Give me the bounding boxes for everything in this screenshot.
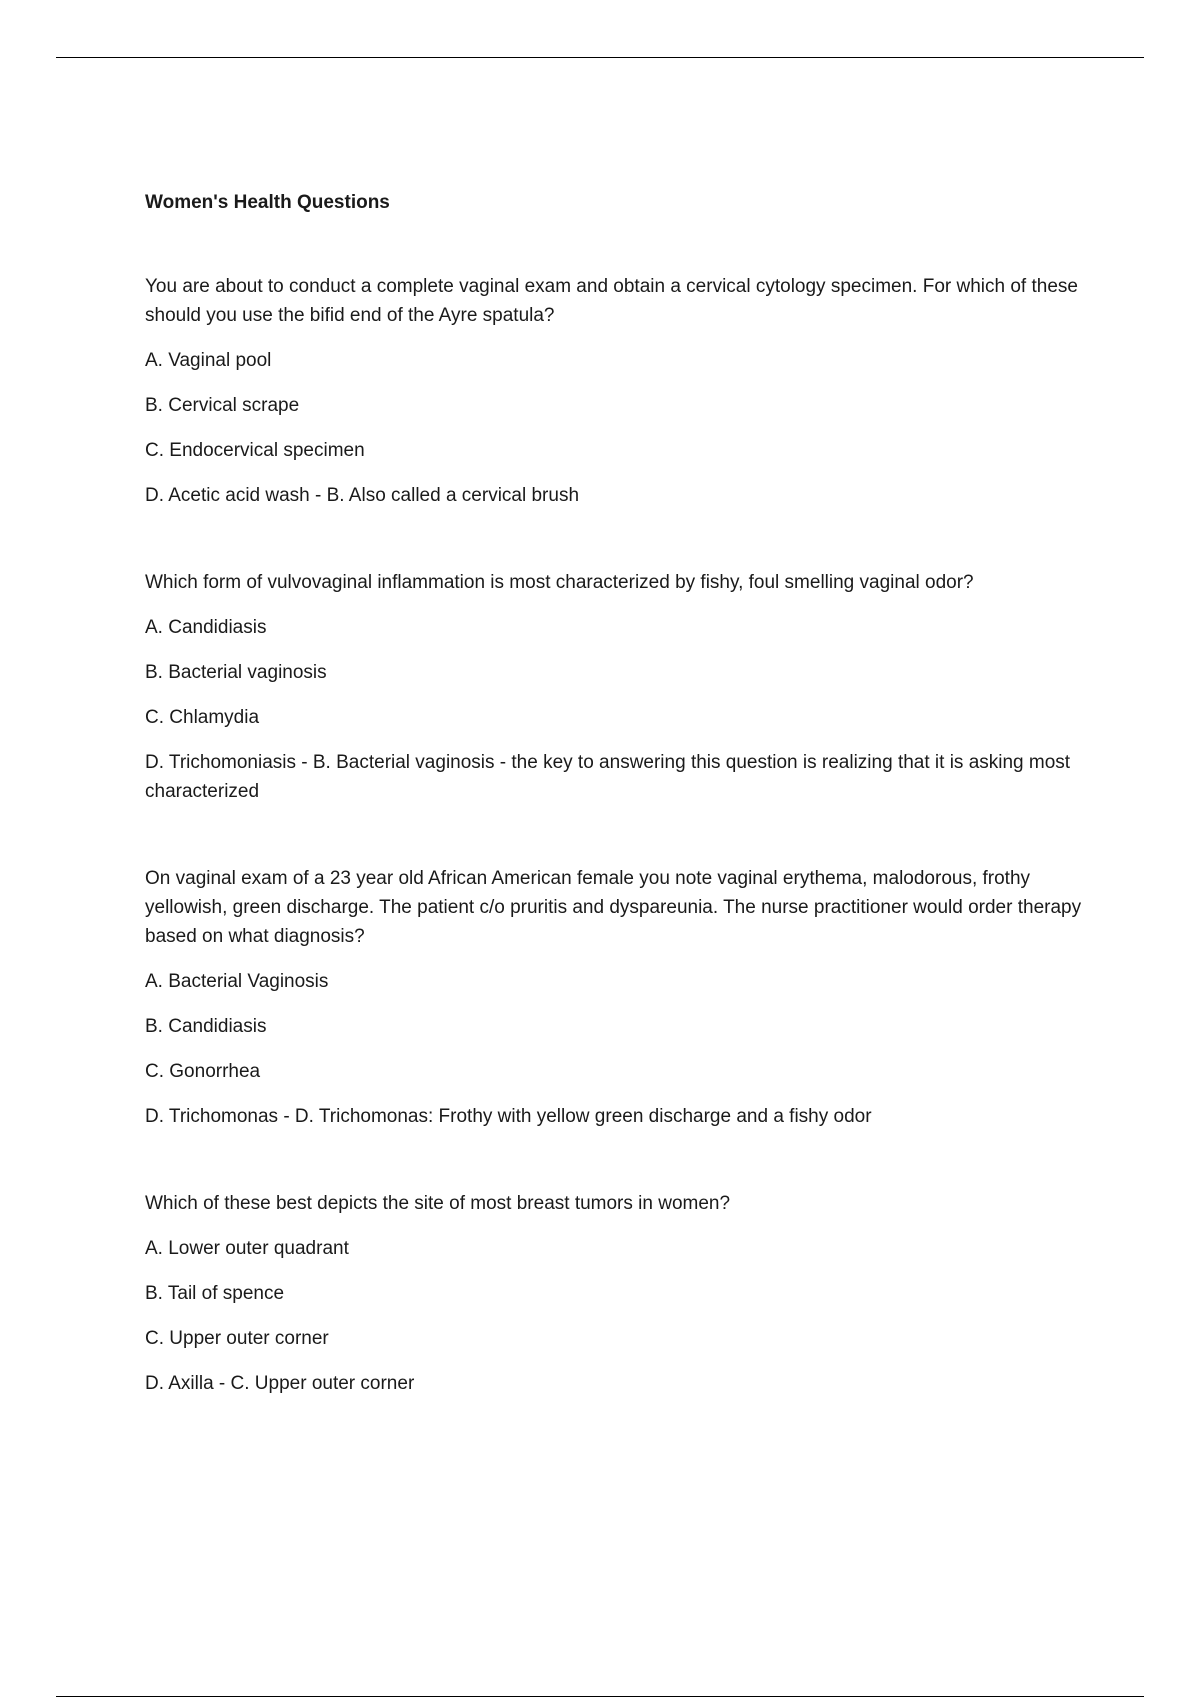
bottom-rule	[56, 1696, 1144, 1697]
option-c: C. Chlamydia	[145, 707, 260, 728]
option-list	[145, 967, 1095, 1131]
option-list	[145, 1234, 1095, 1398]
option-list	[145, 613, 1095, 806]
option-b: B. Candidiasis	[145, 1016, 267, 1037]
option-a: A. Candidiasis	[145, 617, 267, 638]
question-2	[145, 568, 1095, 806]
question-text: Which of these best depicts the site of most breast tumors in women?	[145, 1193, 731, 1214]
question-1	[145, 272, 1095, 510]
option-c: C. Endocervical specimen	[145, 440, 365, 461]
option-d-with-answer: D. Axilla - C. Upper outer corner	[145, 1373, 415, 1394]
question-text: Which form of vulvovaginal inflammation is most characterized by fishy, foul smelling vaginal odor?	[145, 572, 974, 593]
question-3	[145, 864, 1095, 1131]
question-text: On vaginal exam of a 23 year old African American female you note vaginal erythema, malodorous, frothy yellowish, green discharge. The patient c/o pruritis and dyspareunia. The nurse practitioner would order therapy based on what diagnosis?	[145, 868, 1082, 947]
option-d-with-answer: D. Trichomonas - D. Trichomonas: Frothy with yellow green discharge and a fishy odor	[145, 1106, 872, 1127]
option-list	[145, 346, 1095, 510]
option-c: C. Gonorrhea	[145, 1061, 261, 1082]
top-rule	[56, 57, 1144, 58]
option-d-with-answer: D. Trichomoniasis - B. Bacterial vaginosis - the key to answering this question is realizing that it is asking most characterized	[145, 752, 1071, 802]
option-d-with-answer: D. Acetic acid wash - B. Also called a cervical brush	[145, 485, 580, 506]
option-b: B. Tail of spence	[145, 1283, 285, 1304]
document-body	[145, 190, 1095, 1456]
option-c: C. Upper outer corner	[145, 1328, 329, 1349]
option-a: A. Bacterial Vaginosis	[145, 971, 329, 992]
option-b: B. Bacterial vaginosis	[145, 662, 327, 683]
option-a: A. Lower outer quadrant	[145, 1238, 349, 1259]
option-b: B. Cervical scrape	[145, 395, 300, 416]
option-a: A. Vaginal pool	[145, 350, 272, 371]
question-4	[145, 1189, 1095, 1398]
question-text: You are about to conduct a complete vaginal exam and obtain a cervical cytology specimen. For which of these should you use the bifid end of the Ayre spatula?	[145, 276, 1078, 326]
document-title: Women's Health Questions	[145, 192, 390, 213]
